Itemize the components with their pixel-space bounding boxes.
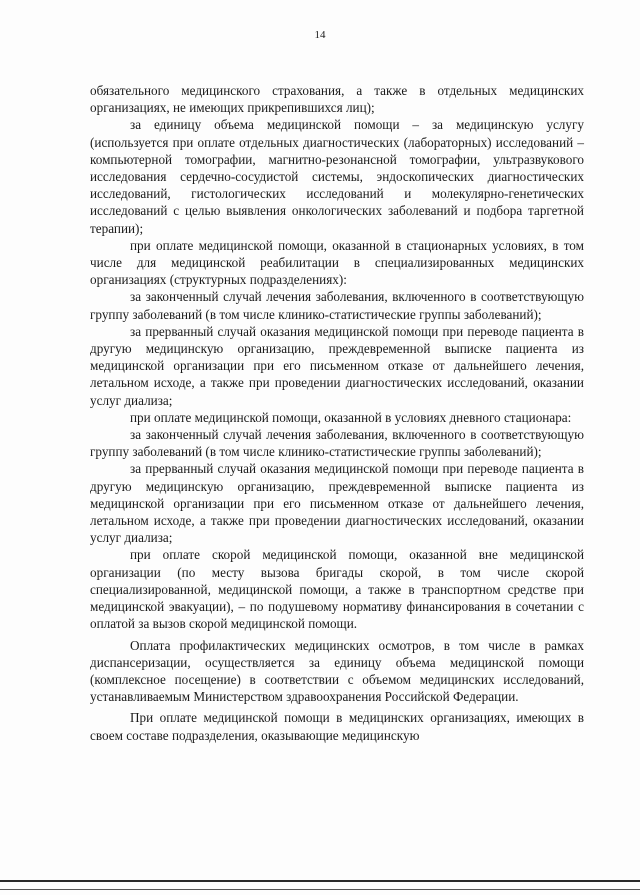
paragraph-10: Оплата профилактических медицинских осмотров, в том числе в рамках диспансеризации, осуществляется за единицу объема медицинской помощи (комплексное посещение) в соответствии с объемом медицинских исследований, устанавливаемым Министерством здравоохранения Российской Федерации. bbox=[90, 637, 584, 705]
paragraph-6: при оплате медицинской помощи, оказанной в условиях дневного стационара: bbox=[130, 409, 572, 425]
paragraph-8: за прерванный случай оказания медицинской помощи при переводе пациента в другую медицинскую организацию, преждевременной выписке пациента из медицинской организации при его письменном отказе от дальнейшего лечения, летальном исходе, а также при проведении диагностических исследований, оказании услуг диализа; bbox=[90, 461, 584, 546]
paragraph-11: При оплате медицинской помощи в медицинских организациях, имеющих в своем составе подразделения, оказывающие медицинскую bbox=[90, 710, 584, 743]
document-body bbox=[90, 82, 584, 744]
paragraph-7: за законченный случай лечения заболевания, включенного в соответствующую группу заболеваний (в том числе клинико-статистические группы заболеваний); bbox=[90, 427, 584, 460]
paragraph-2: за единицу объема медицинской помощи – за медицинскую услугу (используется при оплате отдельных диагностических (лабораторных) исследований – компьютерной томографии, магнитно-резонансной томографии, ультразвукового исследования сердечно-сосудистой системы, эндоскопических диагностических исследований, гистологических исследований и молекулярно-генетических исследований с целью выявления онкологических заболеваний и подбора таргетной терапии); bbox=[90, 117, 584, 236]
paragraph-5: за прерванный случай оказания медицинской помощи при переводе пациента в другую медицинскую организацию, преждевременной выписке пациента из медицинской организации при его письменном отказе от дальнейшего лечения, летальном исходе, а также при проведении диагностических исследований, оказании услуг диализа; bbox=[90, 323, 584, 408]
paragraph-4: за законченный случай лечения заболевания, включенного в соответствующую группу заболеваний (в том числе клинико-статистические группы заболеваний); bbox=[90, 289, 584, 322]
scan-edge-line-secondary bbox=[0, 889, 640, 890]
paragraph-9: при оплате скорой медицинской помощи, оказанной вне медицинской организации (по месту вызова бригады скорой, в том числе скорой специализированной, медицинской помощи, а также в транспортном средстве при медицинской эвакуации), – по подушевому нормативу финансирования в сочетании с оплатой за вызов скорой медицинской помощи. bbox=[90, 547, 584, 632]
paragraph-1: обязательного медицинского страхования, а также в отдельных медицинских организациях, не имеющих прикрепившихся лиц); bbox=[90, 83, 584, 116]
page-number: 14 bbox=[314, 29, 326, 41]
scan-edge-line bbox=[0, 880, 640, 882]
paragraph-3: при оплате медицинской помощи, оказанной в стационарных условиях, в том числе для медицинской реабилитации в специализированных медицинских организациях (структурных подразделениях): bbox=[90, 237, 584, 288]
